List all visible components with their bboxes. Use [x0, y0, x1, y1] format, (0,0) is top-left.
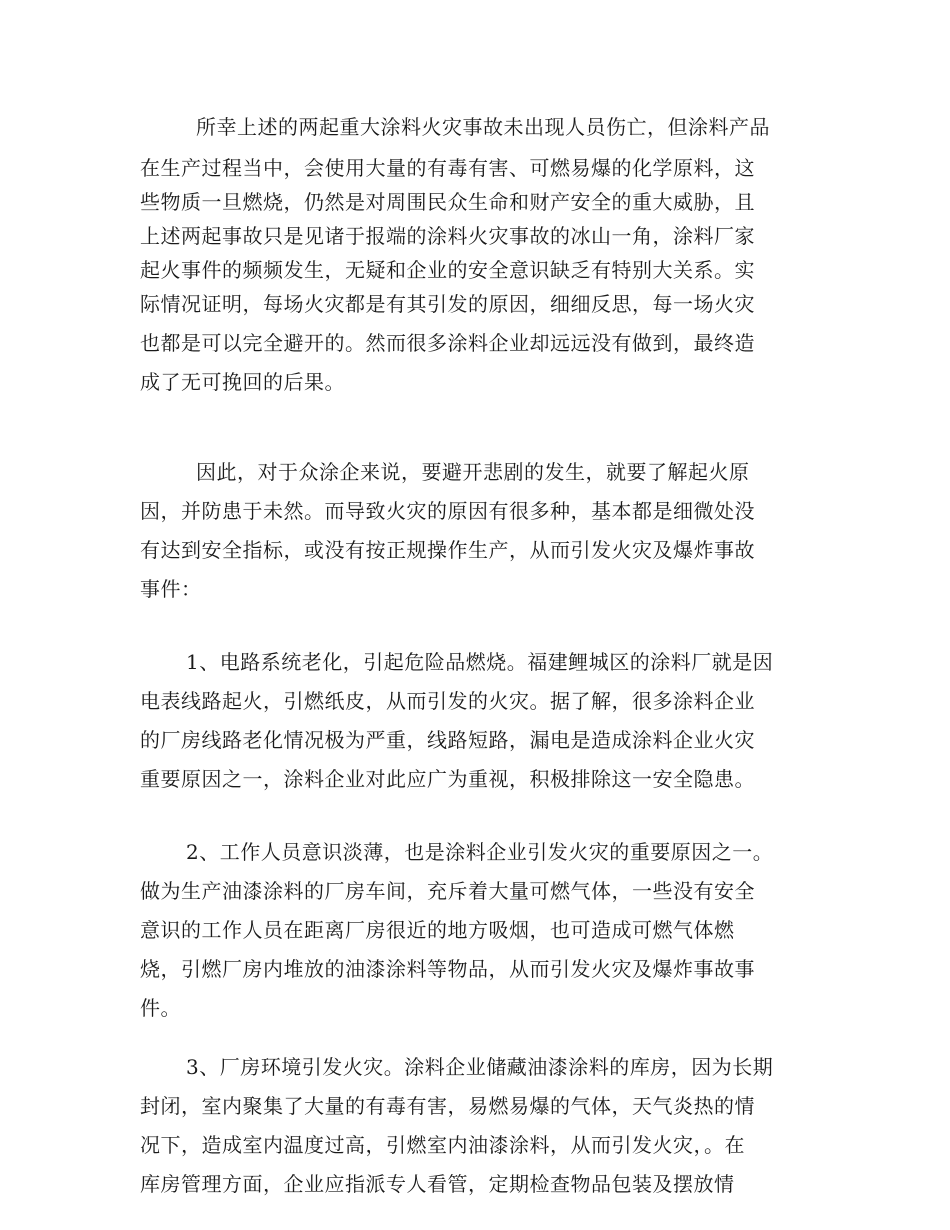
paragraph-3-line-1: 1、电路系统老化，引起危险品燃烧。福建鲤城区的涂料厂就是因 — [186, 650, 774, 674]
paragraph-1-line-4: 上述两起事故只是见诸于报端的涂料火灾事故的冰山一角，涂料厂家 — [140, 224, 755, 248]
paragraph-4-line-4: 烧，引燃厂房内堆放的油漆涂料等物品，从而引发火灾及爆炸事故事 — [140, 957, 755, 981]
paragraph-3-line-2: 电表线路起火，引燃纸皮，从而引发的火灾。据了解，很多涂料企业 — [140, 689, 755, 713]
paragraph-5-line-3: 况下，造成室内温度过高，引燃室内油漆涂料，从而引发火灾，。在 — [140, 1133, 745, 1157]
paragraph-1-line-7: 也都是可以完全避开的。然而很多涂料企业却远远没有做到，最终造 — [140, 331, 755, 355]
paragraph-1-line-1: 所幸上述的两起重大涂料火灾事故未出现人员伤亡，但涂料产品 — [196, 115, 770, 139]
paragraph-3-line-3: 的厂房线路老化情况极为严重，线路短路，漏电是造成涂料企业火灾 — [140, 728, 755, 752]
paragraph-4-line-2: 做为生产油漆涂料的厂房车间，充斥着大量可燃气体，一些没有安全 — [140, 879, 755, 903]
paragraph-5-line-1: 3、厂房环境引发火灾。涂料企业储藏油漆涂料的库房，因为长期 — [186, 1055, 774, 1079]
paragraph-5-line-2: 封闭，室内聚集了大量的有毒有害，易燃易爆的气体，天气炎热的情 — [140, 1094, 755, 1118]
paragraph-5-line-4: 库房管理方面，企业应指派专人看管，定期检查物品包装及摆放情 — [140, 1172, 735, 1196]
paragraph-1-line-3: 些物质一旦燃烧，仍然是对周围民众生命和财产安全的重大威胁，且 — [140, 190, 755, 214]
paragraph-1-line-5: 起火事件的频频发生，无疑和企业的安全意识缺乏有特别大关系。实 — [140, 258, 755, 282]
paragraph-1-line-2: 在生产过程当中，会使用大量的有毒有害、可燃易爆的化学原料，这 — [140, 156, 755, 180]
paragraph-2-line-4: 事件： — [140, 577, 202, 601]
paragraph-1-line-8: 成了无可挽回的后果。 — [140, 370, 345, 394]
paragraph-4-line-3: 意识的工作人员在距离厂房很近的地方吸烟，也可造成可燃气体燃 — [140, 918, 735, 942]
paragraph-1-line-6: 际情况证明，每场火灾都是有其引发的原因，细细反思，每一场火灾 — [140, 292, 755, 316]
paragraph-4-line-5: 件。 — [140, 996, 181, 1020]
paragraph-2-line-3: 有达到安全指标，或没有按正规操作生产，从而引发火灾及爆炸事故 — [140, 538, 755, 562]
paragraph-3-line-4: 重要原因之一，涂料企业对此应广为重视，积极排除这一安全隐患。 — [140, 767, 755, 791]
paragraph-4-line-1: 2、工作人员意识淡薄，也是涂料企业引发火灾的重要原因之一。 — [186, 840, 774, 864]
paragraph-2-line-2: 因，并防患于未然。而导致火灾的原因有很多种，基本都是细微处没 — [140, 499, 755, 523]
paragraph-2-line-1: 因此，对于众涂企来说，要避开悲剧的发生，就要了解起火原 — [196, 460, 750, 484]
